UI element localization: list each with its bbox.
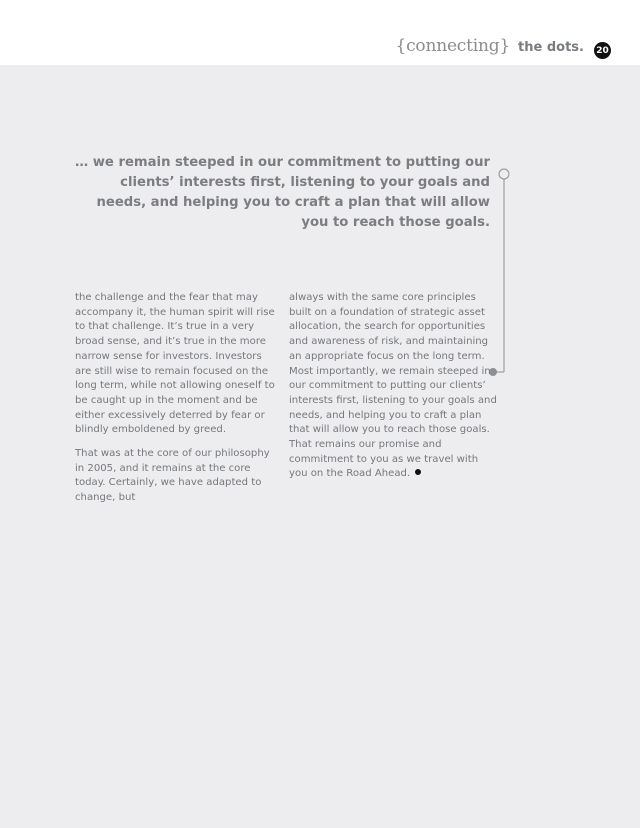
pull-quote: … we remain steeped in our commitment to putting our clients’ interests first, listening to your goals and needs, and helping you to craft a plan that will allow you to reach those goals. xyxy=(74,155,490,230)
brand-the-dots: the dots. xyxy=(518,40,584,55)
right-paragraph-1 xyxy=(289,291,499,482)
brand-connecting: {connecting} xyxy=(395,36,511,56)
page-number-badge: 20 xyxy=(594,42,611,59)
end-mark-dot xyxy=(415,469,421,475)
connector-start-circle xyxy=(499,169,509,179)
left-paragraph-1: the challenge and the fear that may accompany it, the human spirit will rise to that challenge. It’s true in a very broad sense, and it’s true in the more narrow sense for investors. Investors are still wise to remain focused on the long term, while not allowing oneself to be caught up in the moment and be either excessively deterred by fear or blindly emboldened by greed. xyxy=(75,292,275,436)
left-paragraph-2: That was at the core of our philosophy in 2005, and it remains at the core today. Certainly, we have adapted to change, but xyxy=(75,448,270,504)
body-column-left xyxy=(75,291,280,515)
body-column-right xyxy=(289,291,499,491)
right-paragraph-text: always with the same core principles built on a foundation of strategic asset allocation, the search for opportunities and awareness of risk, and maintaining an appropriate focus on the long term. Most importantly, we remain steeped in our commitment to putting our clients’ interests first, listening to your goals and needs, and helping you to craft a plan that will allow you to reach those goals. That remains our promise and commitment to you as we travel with you on the Road Ahead. xyxy=(289,292,497,480)
